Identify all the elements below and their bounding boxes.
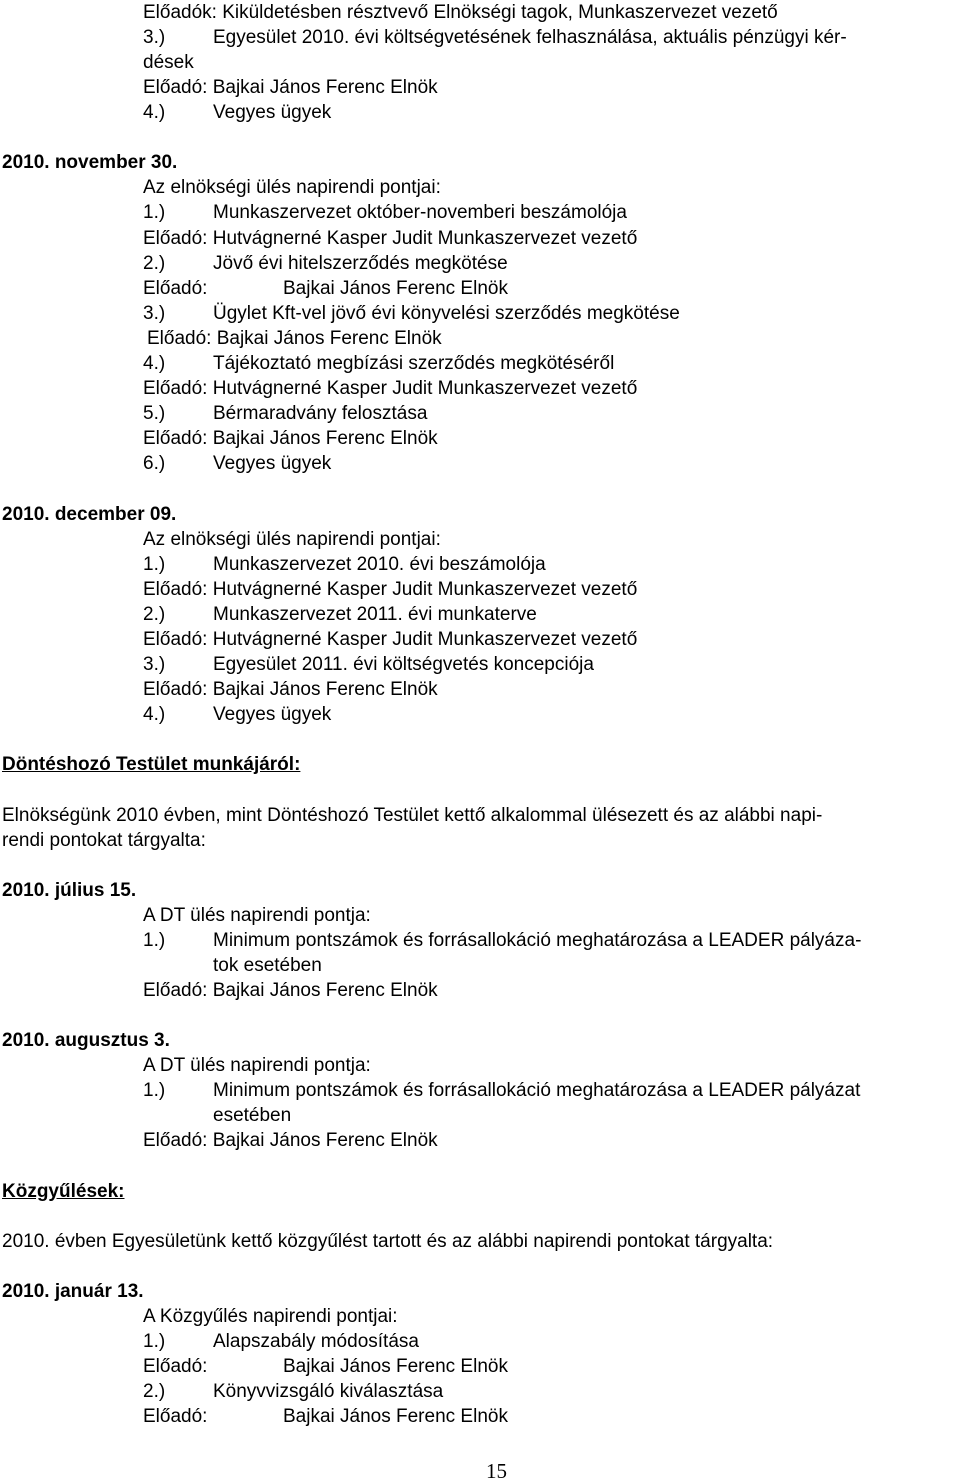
agenda-item-continued: tok esetében bbox=[213, 955, 322, 976]
agenda-item: Vegyes ügyek bbox=[213, 453, 332, 474]
agenda-heading: A DT ülés napirendi pontja: bbox=[143, 905, 371, 926]
item-number: 2.) bbox=[143, 604, 166, 625]
section-title: Döntéshozó Testület munkájáról: bbox=[2, 754, 301, 775]
presenter-name: Bajkai János Ferenc Elnök bbox=[283, 1356, 508, 1377]
agenda-item: Ügylet Kft-vel jövő évi könyvelési szerződés megkötése bbox=[213, 303, 680, 324]
page-number: 15 bbox=[486, 1459, 507, 1483]
agenda-item-continued: dések bbox=[143, 52, 194, 73]
agenda-heading: Az elnökségi ülés napirendi pontjai: bbox=[143, 529, 441, 550]
presenter-line: Előadó: Bajkai János Ferenc Elnök bbox=[143, 679, 438, 700]
presenter-line: Előadó: Bajkai János Ferenc Elnök bbox=[143, 1130, 438, 1151]
presenters-line: Előadók: Kiküldetésben résztvevő Elnökségi tagok, Munkaszervezet vezető bbox=[143, 2, 778, 23]
item-number: 5.) bbox=[143, 403, 166, 424]
presenter-label: Előadó: bbox=[143, 1356, 208, 1377]
presenter-line: Előadó: Bajkai János Ferenc Elnök bbox=[147, 328, 442, 349]
agenda-item: Egyesület 2010. évi költségvetésének felhasználása, aktuális pénzügyi kér- bbox=[213, 27, 847, 48]
agenda-item: Könyvvizsgáló kiválasztása bbox=[213, 1381, 444, 1402]
presenter-line: Előadó: Hutvágnerné Kasper Judit Munkaszervezet vezető bbox=[143, 579, 638, 600]
item-number: 2.) bbox=[143, 1381, 166, 1402]
item-number: 4.) bbox=[143, 102, 166, 123]
agenda-heading: Az elnökségi ülés napirendi pontjai: bbox=[143, 177, 441, 198]
section-title: Közgyűlések: bbox=[2, 1181, 125, 1202]
item-number: 4.) bbox=[143, 353, 166, 374]
agenda-item: Munkaszervezet 2011. évi munkaterve bbox=[213, 604, 537, 625]
agenda-item: Vegyes ügyek bbox=[213, 704, 332, 725]
meeting-date: 2010. augusztus 3. bbox=[2, 1030, 170, 1051]
agenda-item: Munkaszervezet október-novemberi beszámolója bbox=[213, 202, 627, 223]
presenter-line: Előadó: Bajkai János Ferenc Elnök bbox=[143, 980, 438, 1001]
presenter-line: Előadó: Hutvágnerné Kasper Judit Munkaszervezet vezető bbox=[143, 378, 638, 399]
meeting-date: 2010. november 30. bbox=[2, 152, 178, 173]
agenda-item: Munkaszervezet 2010. évi beszámolója bbox=[213, 554, 546, 575]
item-number: 3.) bbox=[143, 654, 166, 675]
agenda-item: Minimum pontszámok és forrásallokáció meghatározása a LEADER pályázat bbox=[213, 1080, 861, 1101]
agenda-item: Vegyes ügyek bbox=[213, 102, 332, 123]
presenter-label: Előadó: bbox=[143, 278, 208, 299]
agenda-item-continued: esetében bbox=[213, 1105, 292, 1126]
agenda-heading: A Közgyűlés napirendi pontjai: bbox=[143, 1306, 398, 1327]
presenter-name: Bajkai János Ferenc Elnök bbox=[283, 1406, 508, 1427]
item-number: 3.) bbox=[143, 27, 166, 48]
item-number: 1.) bbox=[143, 930, 166, 951]
meeting-date: 2010. január 13. bbox=[2, 1281, 144, 1302]
section-intro-continued: rendi pontokat tárgyalta: bbox=[2, 830, 206, 851]
item-number: 1.) bbox=[143, 1331, 166, 1352]
presenter-line: Előadó: Bajkai János Ferenc Elnök bbox=[143, 77, 438, 98]
agenda-item: Egyesület 2011. évi költségvetés koncepciója bbox=[213, 654, 594, 675]
section-intro: 2010. évben Egyesületünk kettő közgyűlést tartott és az alábbi napirendi pontokat tárgyalta: bbox=[2, 1231, 774, 1252]
presenter-label: Előadó: bbox=[143, 1406, 208, 1427]
agenda-heading: A DT ülés napirendi pontja: bbox=[143, 1055, 371, 1076]
item-number: 1.) bbox=[143, 554, 166, 575]
presenter-line: Előadó: Hutvágnerné Kasper Judit Munkaszervezet vezető bbox=[143, 228, 638, 249]
section-intro: Elnökségünk 2010 évben, mint Döntéshozó Testület kettő alkalommal ülésezett és az alábbi napi- bbox=[2, 805, 823, 826]
agenda-item: Bérmaradvány felosztása bbox=[213, 403, 428, 424]
presenter-line: Előadó: Hutvágnerné Kasper Judit Munkaszervezet vezető bbox=[143, 629, 638, 650]
item-number: 1.) bbox=[143, 1080, 166, 1101]
item-number: 1.) bbox=[143, 202, 166, 223]
item-number: 2.) bbox=[143, 253, 166, 274]
presenter-name: Bajkai János Ferenc Elnök bbox=[283, 278, 508, 299]
agenda-item: Tájékoztató megbízási szerződés megkötéséről bbox=[213, 353, 615, 374]
item-number: 6.) bbox=[143, 453, 166, 474]
agenda-item: Jövő évi hitelszerződés megkötése bbox=[213, 253, 508, 274]
agenda-item: Alapszabály módosítása bbox=[213, 1331, 419, 1352]
agenda-item: Minimum pontszámok és forrásallokáció meghatározása a LEADER pályáza- bbox=[213, 930, 862, 951]
item-number: 3.) bbox=[143, 303, 166, 324]
meeting-date: 2010. július 15. bbox=[2, 880, 137, 901]
meeting-date: 2010. december 09. bbox=[2, 504, 177, 525]
item-number: 4.) bbox=[143, 704, 166, 725]
presenter-line: Előadó: Bajkai János Ferenc Elnök bbox=[143, 428, 438, 449]
